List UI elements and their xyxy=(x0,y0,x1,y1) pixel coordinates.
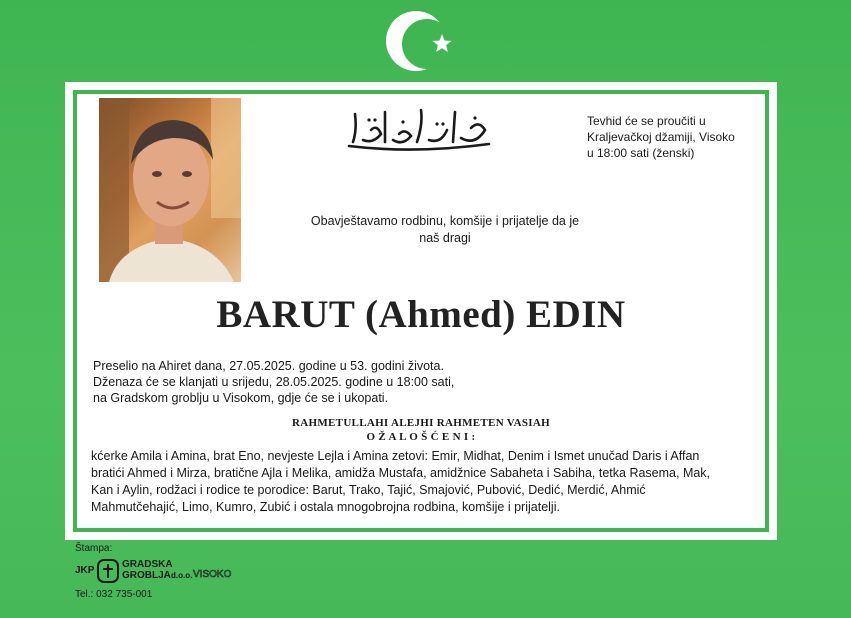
tevhid-line: u 18:00 sati (ženski) xyxy=(587,146,695,160)
logo-doo: d.o.o. xyxy=(171,571,193,580)
prayer-heading xyxy=(65,416,777,444)
deceased-photo xyxy=(99,98,241,282)
tevhid-info xyxy=(587,113,767,161)
arabic-calligraphy xyxy=(345,100,493,154)
details-line: na Gradskom groblju u Visokom, gdje će se i ukopati. xyxy=(93,391,389,405)
mourners-line: bratići Ahmed i Mirza, bratične Ajla i Melika, amidža Mustafa, amidžnice Sabaheta i Sabiha, tetka Rasema, Mak, xyxy=(91,466,711,480)
logo-gradska: GRADSKA xyxy=(122,559,173,570)
mourners-line: Mahmutčehajić, Limo, Kumro, Zubić i ostala mnogobrojna rodbina, komšije i prijatelji. xyxy=(91,500,560,514)
details-line: Dženaza će se klanjati u srijedu, 28.05.2025. godine u 18:00 sati, xyxy=(93,375,455,389)
death-and-funeral-details xyxy=(93,358,733,406)
prayer-line: RAHMETULLAHI ALEJHI RAHMETEN VASIAH xyxy=(292,417,550,429)
announcement-line: Obavještavamo rodbinu, komšije i prijatelje da je xyxy=(310,214,580,228)
mourners-heading: O Ž A L O Š Ć E N I : xyxy=(366,431,476,443)
logo-jkp: JKP xyxy=(75,565,95,576)
mourners-list xyxy=(91,448,741,516)
tevhid-line: Kraljevačkoj džamiji, Visoko xyxy=(587,130,735,144)
printer-phone: Tel.: 032 735-001 xyxy=(75,589,153,600)
deceased-name: BARUT (Ahmed) EDIN xyxy=(216,293,626,336)
mourners-line: kćerke Amila i Amina, brat Eno, nevjeste Lejla i Amina zetovi: Emir, Midhat, Denim i Ismet unučad Daris i Affan xyxy=(91,449,700,463)
details-line: Preselio na Ahiret dana, 27.05.2025. godine u 53. godini života. xyxy=(93,359,444,373)
tevhid-line: Tevhid će se proučiti u xyxy=(587,114,706,128)
crescent-star-icon xyxy=(384,8,464,74)
gradska-groblja-logo-icon xyxy=(97,559,119,583)
logo-text xyxy=(122,559,173,581)
announcement-text xyxy=(295,213,595,247)
logo-visoko: VISOKO xyxy=(193,569,232,580)
announcement-line: naš dragi xyxy=(419,231,471,245)
printer-logo xyxy=(75,559,245,589)
print-label: Štampa: xyxy=(75,543,113,554)
mourners-line: Kan i Aylin, rodžaci i rodice te porodice: Barut, Trako, Tajić, Smajović, Pubović, Dedić, Merdić, Ahmić xyxy=(91,483,646,497)
obituary-card xyxy=(65,82,777,540)
logo-groblja: GROBLJA xyxy=(122,570,171,581)
